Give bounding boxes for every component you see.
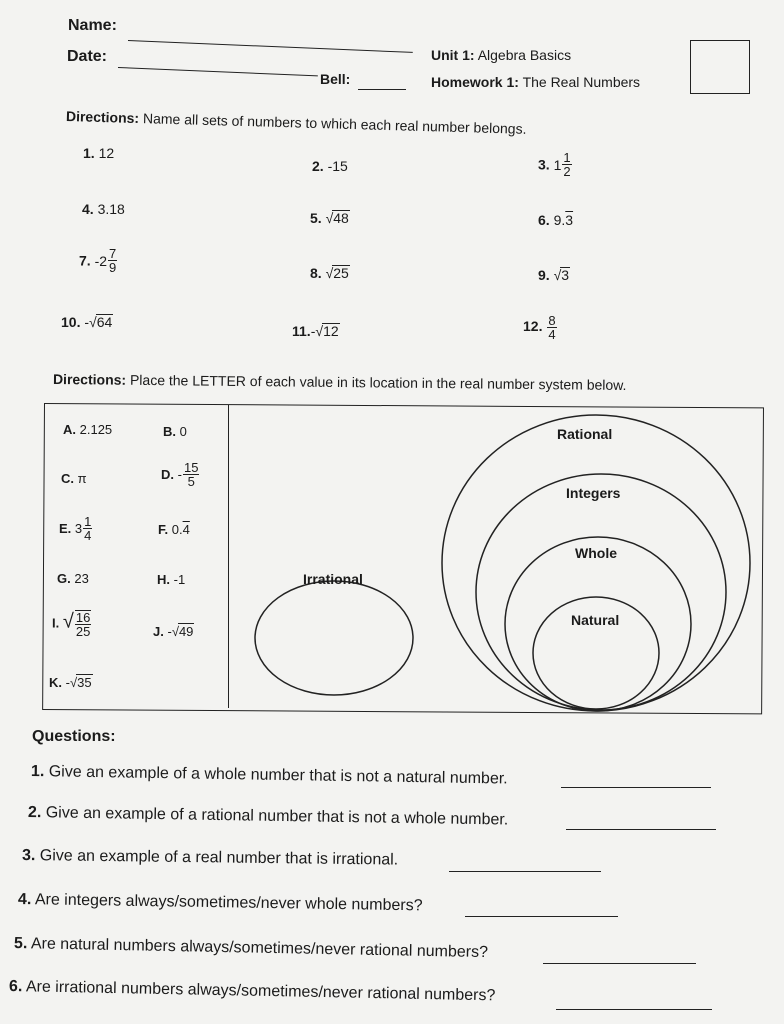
value-f: F. 0.4: [158, 522, 190, 537]
value-c: C. π: [61, 471, 87, 486]
problem-6: 6. 9.3: [538, 212, 574, 228]
answer-blank-3[interactable]: [449, 871, 601, 872]
value-g: G. 23: [57, 571, 89, 586]
value-i: I. √ $\frac{16}{25}$: [52, 610, 91, 639]
bell-label: Bell:: [320, 71, 351, 87]
question-2: 2. Give an example of a rational number that is not a whole number.: [27, 804, 509, 829]
value-a: A. 2.125: [63, 422, 113, 437]
name-label: Name:: [68, 17, 117, 34]
value-b: B. 0: [163, 424, 187, 439]
whole-label: Whole: [575, 545, 617, 561]
value-e: E. 3 $\frac{1}{4}$: [59, 514, 92, 543]
integers-circle[interactable]: [476, 474, 726, 710]
value-k: K. -√35: [49, 675, 92, 690]
problem-2: 2. -15: [312, 158, 348, 174]
directions-1: Directions: Name all sets of numbers to which each real number belongs.: [65, 108, 527, 137]
value-h: H. -1: [157, 572, 186, 587]
question-4: 4. Are integers always/sometimes/never whole numbers?: [17, 891, 423, 915]
problem-7: 7. - 2 $\frac{7}{9}$: [79, 246, 117, 275]
natural-label: Natural: [571, 612, 620, 628]
value-j: J. -√49: [153, 624, 194, 639]
answer-blank-1[interactable]: [561, 787, 711, 788]
value-d: D. - $\frac{15}{5}$: [161, 460, 199, 489]
problem-5: 5. √48: [310, 210, 349, 226]
unit-heading: Unit 1: Algebra Basics: [431, 47, 572, 63]
rational-circle[interactable]: [442, 415, 750, 711]
problem-12: 12. $\frac{8}{4}$: [523, 313, 556, 342]
irrational-circle[interactable]: [255, 581, 413, 695]
rational-label: Rational: [557, 426, 613, 442]
problem-1: 1. 12: [83, 145, 115, 161]
homework-heading: Homework 1: The Real Numbers: [431, 74, 641, 90]
answer-blank-5[interactable]: [543, 963, 696, 964]
problem-11: 11.-√12: [292, 323, 339, 339]
problem-8: 8. √25: [310, 265, 349, 281]
date-label: Date:: [67, 48, 108, 65]
integers-label: Integers: [566, 485, 621, 501]
problem-3: 3. 1 $\frac{1}{2}$: [538, 150, 571, 179]
problem-10: 10. -√64: [61, 314, 113, 330]
directions-2: Directions: Place the LETTER of each value in its location in the real number system below.: [52, 371, 627, 394]
question-6: 6. Are irrational numbers always/sometimes/never rational numbers?: [8, 978, 496, 1005]
irrational-label: Irrational: [303, 571, 363, 587]
questions-title: Questions:: [32, 728, 116, 745]
question-1: 1. Give an example of a whole number that is not a natural number.: [30, 763, 508, 788]
answer-blank-4[interactable]: [465, 916, 618, 917]
answer-blank-6[interactable]: [556, 1009, 712, 1010]
problem-9: 9. √3: [538, 267, 570, 283]
question-3: 3. Give an example of a real number that is irrational.: [21, 847, 399, 869]
problem-4: 4. 3.18: [82, 201, 125, 217]
question-5: 5. Are natural numbers always/sometimes/never rational numbers?: [13, 935, 489, 962]
answer-blank-2[interactable]: [566, 829, 716, 830]
